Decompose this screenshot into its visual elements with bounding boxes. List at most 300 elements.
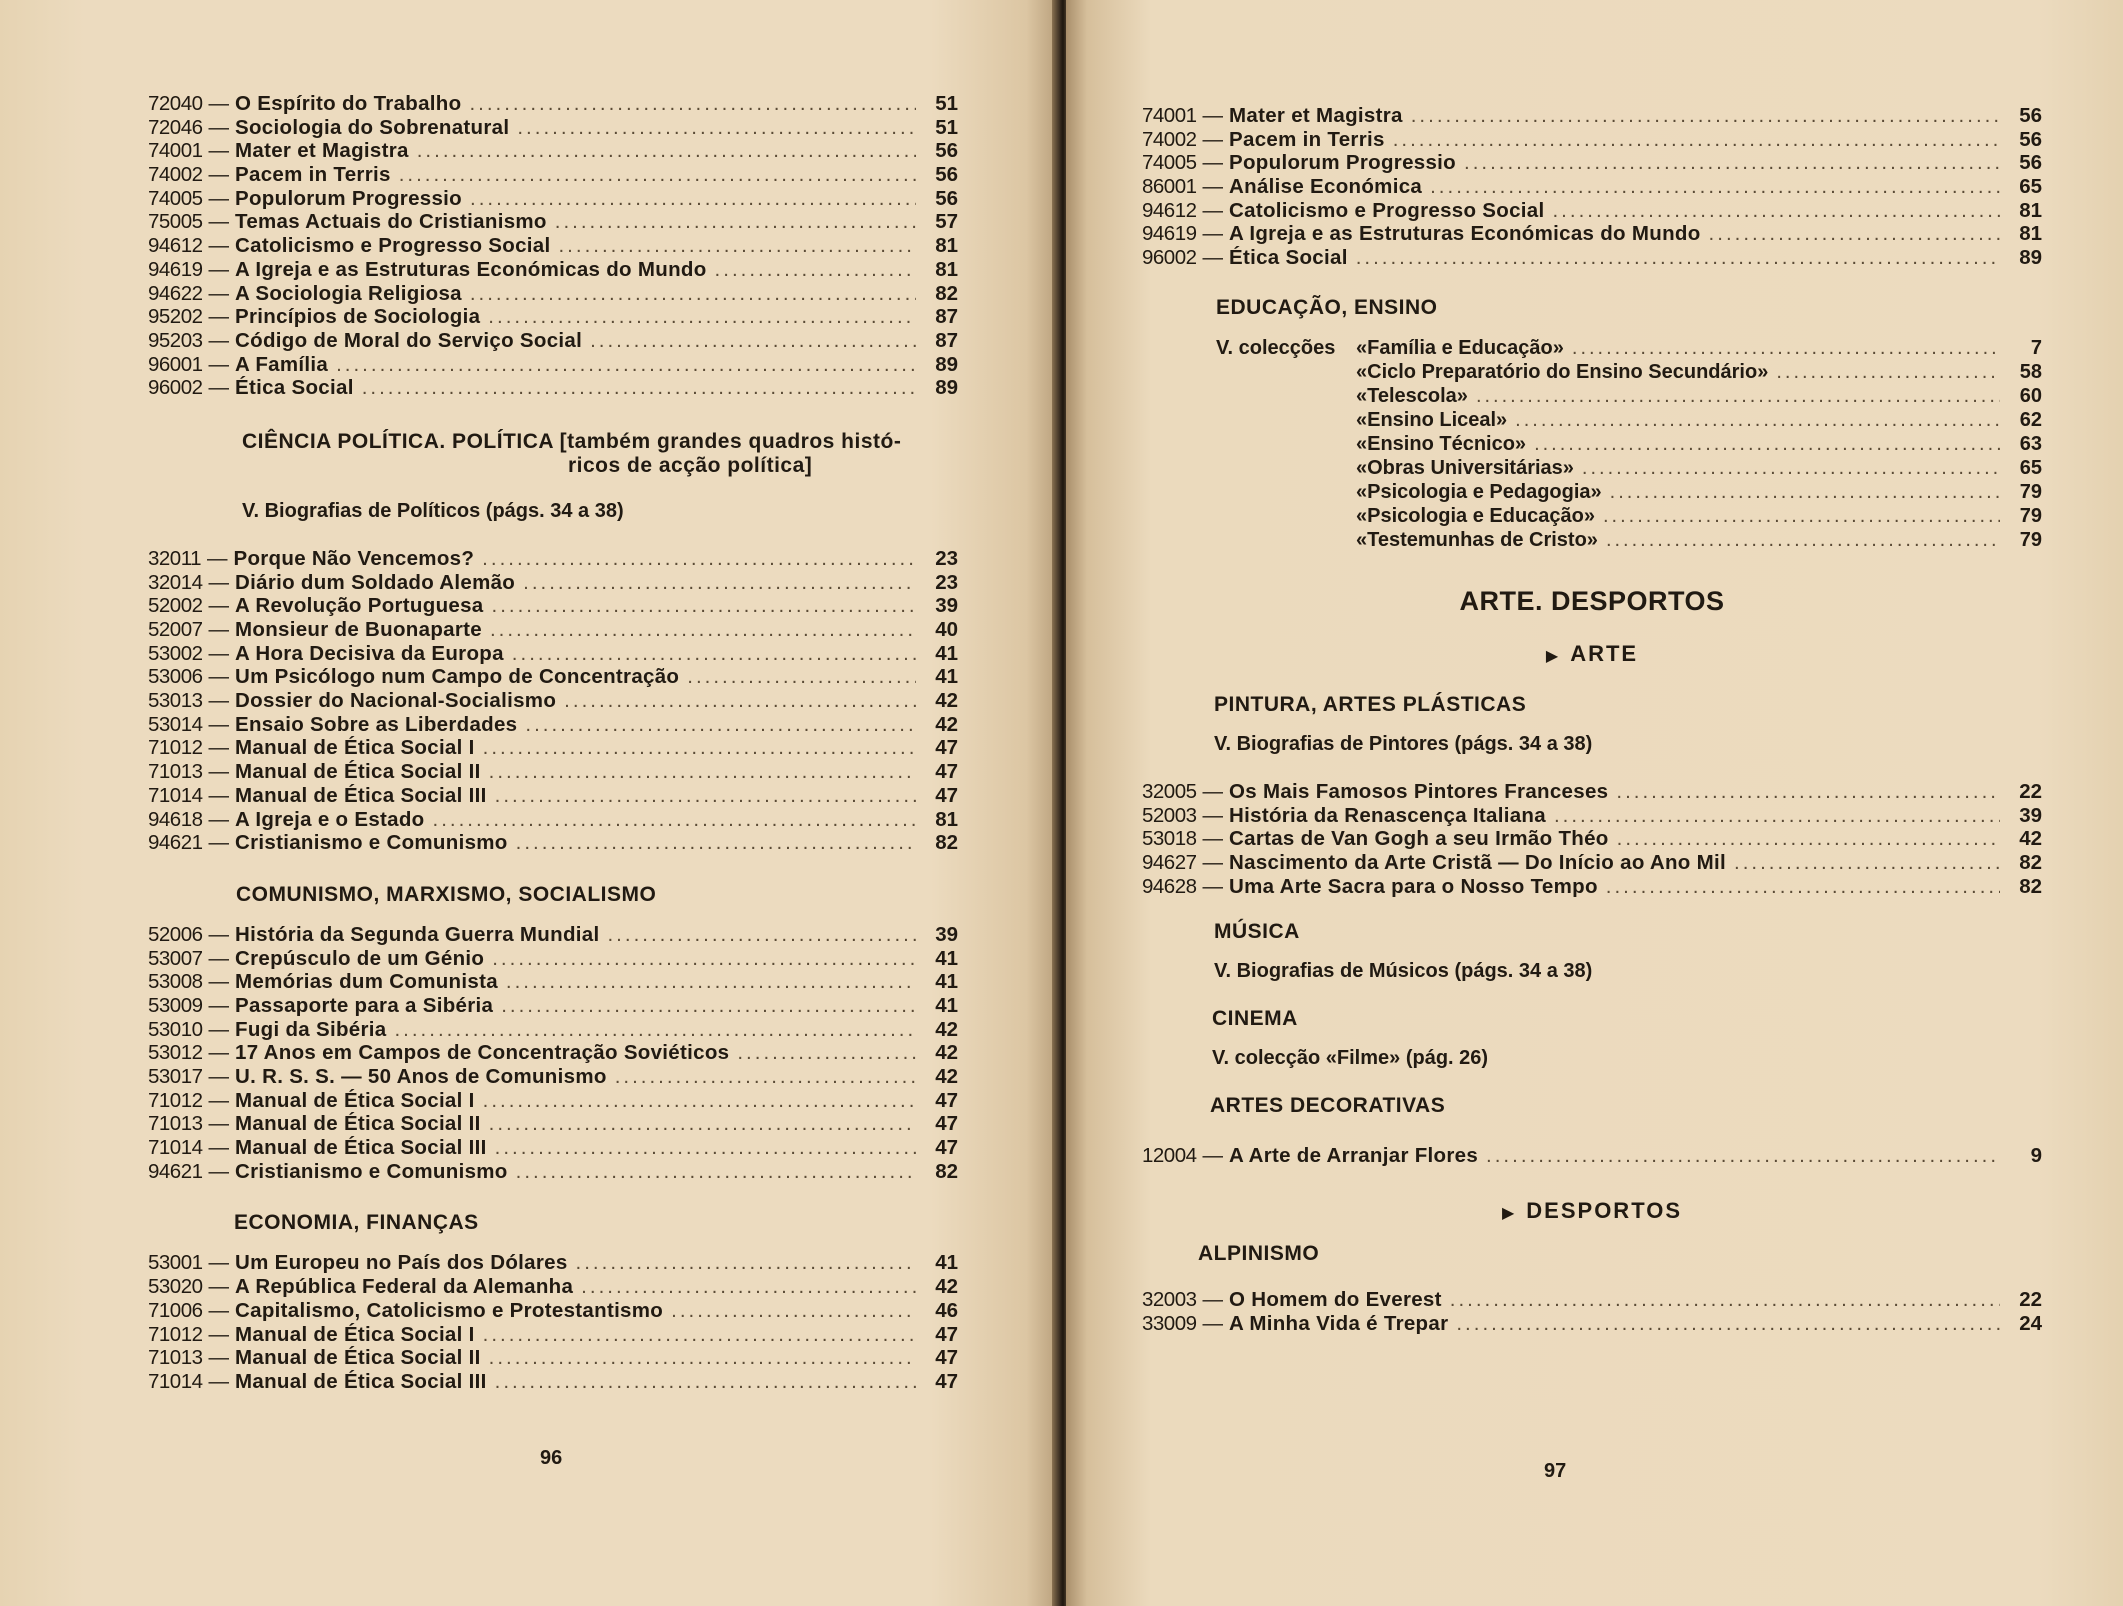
entry-dash: —	[208, 281, 230, 305]
entry-page: 47	[935, 1088, 958, 1112]
leader-dots	[483, 1089, 916, 1113]
leader-dots	[1464, 151, 2000, 175]
entry-dash: —	[208, 186, 230, 210]
catalog-entry	[148, 594, 958, 618]
entry-page: 41	[935, 993, 958, 1017]
catalog-entry	[148, 1346, 958, 1370]
leader-dots	[1582, 456, 2000, 480]
entry-title: Ensaio Sobre as Liberdades	[235, 712, 518, 736]
heading-educacao: EDUCAÇÃO, ENSINO	[1216, 295, 1438, 319]
entry-code: 94627	[1142, 850, 1197, 874]
list-decorativas	[1142, 1144, 2042, 1168]
collection-title: «Ciclo Preparatório do Ensino Secundário»	[1356, 360, 1769, 383]
leader-dots	[1534, 432, 2000, 456]
catalog-entry	[1142, 1144, 2042, 1168]
catalog-entry	[148, 970, 958, 994]
leader-dots	[517, 116, 916, 140]
list-politica	[148, 547, 958, 855]
entry-title: Dossier do Nacional-Socialismo	[235, 689, 557, 713]
entry-dash: —	[208, 257, 230, 281]
entry-page: 40	[935, 618, 958, 641]
collection-lead: V. colecções	[1216, 336, 1336, 359]
leader-dots	[1709, 222, 2000, 246]
entry-dash: —	[208, 946, 230, 970]
page-number-right: 97	[1544, 1460, 1567, 1482]
entry-page: 56	[2019, 104, 2042, 127]
entry-title: Monsieur de Buonaparte	[235, 618, 482, 641]
entry-page: 41	[935, 1251, 958, 1275]
entry-dash: —	[1202, 175, 1224, 199]
entry-page: 42	[2019, 827, 2042, 851]
entry-page: 56	[935, 163, 958, 187]
entry-code: 53014	[148, 712, 203, 736]
entry-dash: —	[1202, 222, 1224, 246]
leader-dots	[512, 642, 916, 666]
leader-dots	[1411, 104, 2000, 128]
leader-dots	[470, 282, 916, 306]
entry-page: 42	[935, 1041, 958, 1065]
collection-page: 7	[2030, 336, 2042, 359]
entry-page: 89	[935, 352, 958, 376]
entry-code: 53012	[148, 1041, 203, 1065]
leader-dots	[737, 1041, 916, 1065]
collection-entry	[1216, 480, 2042, 504]
leader-dots	[501, 994, 916, 1018]
entry-code: 96002	[148, 376, 203, 400]
entry-page: 41	[935, 970, 958, 994]
entry-title: História da Renascença Italiana	[1229, 803, 1546, 827]
entry-dash: —	[208, 1159, 230, 1183]
catalog-entry	[148, 1112, 958, 1136]
entry-dash: —	[1202, 874, 1224, 898]
entry-page: 22	[2019, 779, 2042, 803]
entry-title: Manual de Ética Social III	[235, 1369, 487, 1393]
catalog-entry	[148, 1370, 958, 1394]
entry-title: Catolicismo e Progresso Social	[235, 234, 551, 258]
entry-code: 96002	[1142, 246, 1197, 270]
leader-dots	[488, 305, 916, 329]
catalog-entry	[148, 1136, 958, 1160]
entry-page: 42	[935, 1275, 958, 1299]
entry-dash: —	[208, 328, 230, 352]
entry-dash: —	[208, 641, 230, 665]
entry-page: 81	[935, 257, 958, 281]
entry-page: 47	[935, 1112, 958, 1136]
entry-code: 94612	[1142, 198, 1197, 222]
heading-arte-desportos: ARTE. DESPORTOS	[1459, 585, 1725, 616]
entry-title: Nascimento da Arte Cristã — Do Início ao Ano Mil	[1229, 850, 1726, 874]
entry-code: 32014	[148, 570, 203, 594]
entry-dash: —	[208, 305, 230, 329]
catalog-entry	[148, 947, 958, 971]
entry-page: 42	[935, 712, 958, 736]
heading-text-cont: ricos de acção política]	[568, 453, 813, 477]
arrow-right-icon: ▶	[1545, 647, 1561, 665]
entry-page: 82	[935, 1159, 958, 1183]
collection-page: 79	[2019, 504, 2042, 527]
entry-code: 86001	[1142, 175, 1197, 199]
collections-list	[1142, 336, 2042, 552]
collection-entry	[1216, 528, 2042, 552]
entry-title: Pacem in Terris	[235, 163, 391, 187]
entry-code: 95203	[148, 328, 203, 352]
entry-code: 74001	[148, 139, 203, 163]
list-pintura	[1142, 780, 2042, 898]
entry-title: História da Segunda Guerra Mundial	[235, 922, 600, 946]
entry-page: 81	[935, 234, 958, 258]
catalog-entry	[148, 831, 958, 855]
catalog-entry	[1142, 827, 2042, 851]
entry-title: Manual de Ética Social III	[235, 1136, 487, 1160]
entry-page: 82	[935, 831, 958, 855]
note-politicos: V. Biografias de Políticos (págs. 34 a 38)	[242, 499, 624, 522]
entry-code: 71012	[148, 1088, 203, 1112]
list-top-right	[1142, 104, 2042, 270]
entry-dash: —	[1202, 127, 1224, 151]
leader-dots	[558, 234, 916, 258]
collection-title: «Telescola»	[1356, 384, 1468, 407]
arrow-right-icon: ▶	[1501, 1204, 1517, 1222]
entry-code: 12004	[1142, 1144, 1197, 1168]
collection-entry	[1216, 384, 2042, 408]
entry-code: 72046	[148, 115, 203, 139]
entry-code: 53006	[148, 665, 203, 689]
leader-dots	[516, 831, 916, 855]
catalog-entry	[148, 116, 958, 140]
entry-title: Princípios de Sociologia	[235, 305, 481, 329]
leader-dots	[1486, 1144, 2000, 1168]
entry-code: 71014	[148, 1369, 203, 1393]
list-comunismo	[148, 923, 958, 1184]
entry-dash: —	[1202, 1311, 1224, 1335]
entry-title: Manual de Ética Social I	[235, 1322, 475, 1346]
heading-comunismo: COMUNISMO, MARXISMO, SOCIALISMO	[236, 882, 657, 906]
entry-dash: —	[208, 376, 230, 400]
entry-dash: —	[208, 736, 230, 760]
entry-dash: —	[208, 712, 230, 736]
entry-dash: —	[208, 618, 230, 641]
leader-dots	[394, 1018, 916, 1042]
leader-dots	[492, 594, 917, 618]
entry-code: 53007	[148, 946, 203, 970]
entry-page: 56	[935, 139, 958, 163]
leader-dots	[489, 760, 916, 784]
entry-dash: —	[1202, 803, 1224, 827]
catalog-entry	[148, 139, 958, 163]
entry-dash: —	[208, 1322, 230, 1346]
catalog-entry	[148, 736, 958, 760]
entry-title: A Igreja e as Estruturas Económicas do Mundo	[235, 257, 707, 281]
entry-page: 89	[935, 376, 958, 400]
entry-dash: —	[208, 1112, 230, 1136]
entry-code: 95202	[148, 305, 203, 329]
catalog-entry	[148, 1089, 958, 1113]
entry-dash: —	[208, 1369, 230, 1393]
leader-dots	[1456, 1312, 2000, 1336]
entry-title: A Revolução Portuguesa	[235, 594, 484, 618]
entry-dash: —	[206, 546, 228, 570]
entry-code: 32003	[1142, 1287, 1197, 1311]
leader-dots	[1606, 875, 2000, 899]
entry-title: Análise Económica	[1229, 175, 1423, 199]
entry-dash: —	[208, 352, 230, 376]
entry-title: Catolicismo e Progresso Social	[1229, 198, 1545, 222]
heading-pintura: PINTURA, ARTES PLÁSTICAS	[1214, 692, 1527, 716]
catalog-entry	[148, 234, 958, 258]
entry-title: A Hora Decisiva da Europa	[235, 641, 504, 665]
entry-code: 71012	[148, 736, 203, 760]
entry-page: 82	[2019, 850, 2042, 874]
entry-page: 39	[935, 922, 958, 946]
collection-title: «Psicologia e Educação»	[1356, 504, 1595, 527]
entry-page: 24	[2019, 1311, 2042, 1335]
entry-title: O Homem do Everest	[1229, 1287, 1442, 1311]
leader-dots	[687, 665, 916, 689]
entry-dash: —	[208, 807, 230, 831]
leader-dots	[1430, 175, 2000, 199]
entry-dash: —	[208, 1065, 230, 1088]
note-pintores: V. Biografias de Pintores (págs. 34 a 38)	[1214, 732, 1593, 755]
entry-code: 72040	[148, 92, 203, 115]
entry-code: 52007	[148, 618, 203, 641]
leader-dots	[1476, 384, 2000, 408]
entry-title: A Família	[235, 352, 329, 376]
entry-page: 47	[935, 1136, 958, 1160]
entry-code: 53001	[148, 1251, 203, 1275]
catalog-entry	[148, 1160, 958, 1184]
leader-dots	[607, 923, 916, 947]
entry-page: 42	[935, 1065, 958, 1088]
catalog-entry	[1142, 222, 2042, 246]
entry-title: Sociologia do Sobrenatural	[235, 115, 510, 139]
entry-code: 71014	[148, 783, 203, 807]
note-filme: V. colecção «Filme» (pág. 26)	[1212, 1047, 1489, 1070]
collection-entry	[1216, 504, 2042, 528]
collection-title: «Ensino Liceal»	[1356, 408, 1508, 431]
entry-title: A Igreja e o Estado	[235, 807, 425, 831]
entry-page: 42	[935, 1017, 958, 1041]
heading-cinema: CINEMA	[1212, 1007, 1298, 1031]
collection-entry	[1216, 408, 2042, 432]
entry-dash: —	[208, 665, 230, 689]
entry-code: 71013	[148, 1346, 203, 1370]
collection-entry	[1216, 360, 2042, 384]
leader-dots	[490, 618, 916, 642]
leader-dots	[1356, 246, 2000, 270]
entry-code: 53002	[148, 641, 203, 665]
entry-page: 56	[2019, 151, 2042, 175]
entry-dash: —	[208, 1041, 230, 1065]
entry-page: 47	[935, 736, 958, 760]
catalog-entry	[1142, 1312, 2042, 1336]
entry-dash: —	[1202, 1287, 1224, 1311]
list-alpinismo	[1142, 1288, 2042, 1335]
entry-title: Um Psicólogo num Campo de Concentração	[235, 665, 680, 689]
entry-code: 94621	[148, 831, 203, 855]
leader-dots	[523, 571, 916, 595]
entry-page: 39	[935, 594, 958, 618]
entry-dash: —	[208, 922, 230, 946]
leader-dots	[555, 210, 916, 234]
leader-dots	[671, 1299, 916, 1323]
entry-code: 71014	[148, 1136, 203, 1160]
leader-dots	[516, 1160, 916, 1184]
entry-dash: —	[208, 1251, 230, 1275]
entry-code: 53020	[148, 1275, 203, 1299]
heading-economia: ECONOMIA, FINANÇAS	[234, 1211, 479, 1235]
entry-title: Cartas de Van Gogh a seu Irmão Théo	[1229, 827, 1609, 851]
entry-dash: —	[208, 1298, 230, 1322]
entry-code: 75005	[148, 210, 203, 234]
leader-dots	[1610, 480, 2000, 504]
entry-page: 87	[935, 305, 958, 329]
leader-dots	[715, 258, 916, 282]
right-page	[1066, 0, 2123, 1606]
catalog-entry	[148, 923, 958, 947]
collection-page: 58	[2019, 360, 2042, 383]
entry-code: 94621	[148, 1159, 203, 1183]
entry-page: 51	[935, 92, 958, 115]
entry-dash: —	[208, 760, 230, 784]
catalog-entry	[1142, 199, 2042, 223]
entry-page: 89	[2019, 246, 2042, 270]
entry-title: Manual de Ética Social II	[235, 1346, 481, 1370]
entry-title: U. R. S. S. — 50 Anos de Comunismo	[235, 1065, 607, 1088]
entry-code: 52006	[148, 922, 203, 946]
entry-title: Pacem in Terris	[1229, 127, 1385, 151]
catalog-entry	[148, 784, 958, 808]
entry-code: 94612	[148, 234, 203, 258]
leader-dots	[336, 353, 916, 377]
entry-dash: —	[208, 783, 230, 807]
entry-title: Temas Actuais do Cristianismo	[235, 210, 547, 234]
catalog-entry	[1142, 151, 2042, 175]
entry-code: 94628	[1142, 874, 1197, 898]
leader-dots	[615, 1065, 916, 1089]
entry-title: Diário dum Soldado Alemão	[235, 570, 516, 594]
entry-title: Memórias dum Comunista	[235, 970, 498, 994]
entry-dash: —	[208, 1088, 230, 1112]
right-column	[1142, 104, 2042, 1335]
entry-code: 94622	[148, 281, 203, 305]
entry-page: 39	[2019, 803, 2042, 827]
leader-dots	[1552, 199, 2000, 223]
entry-dash: —	[208, 1017, 230, 1041]
entry-dash: —	[1202, 151, 1224, 175]
entry-code: 71012	[148, 1322, 203, 1346]
leader-dots	[590, 329, 916, 353]
entry-dash: —	[208, 689, 230, 713]
heading-text: CIÊNCIA POLÍTICA. POLÍTICA [também grandes quadros histó-	[242, 429, 902, 453]
entry-page: 82	[2019, 874, 2042, 898]
catalog-entry	[148, 1065, 958, 1089]
collection-page: 65	[2019, 456, 2042, 479]
catalog-entry	[1142, 1288, 2042, 1312]
entry-page: 9	[2030, 1144, 2042, 1168]
collection-title: «Ensino Técnico»	[1356, 432, 1527, 455]
entry-title: A Minha Vida é Trepar	[1229, 1311, 1449, 1335]
entry-title: Passaporte para a Sibéria	[235, 993, 494, 1017]
leader-dots	[399, 163, 916, 187]
leader-dots	[1616, 780, 2000, 804]
entry-dash: —	[208, 831, 230, 855]
entry-page: 65	[2019, 175, 2042, 199]
list-economia	[148, 1251, 958, 1393]
entry-page: 51	[935, 115, 958, 139]
entry-code: 96001	[148, 352, 203, 376]
entry-code: 33009	[1142, 1311, 1197, 1335]
leader-dots	[495, 784, 916, 808]
entry-title: Manual de Ética Social III	[235, 783, 487, 807]
entry-page: 47	[935, 1369, 958, 1393]
entry-code: 71013	[148, 1112, 203, 1136]
leader-dots	[1554, 804, 2000, 828]
entry-code: 71006	[148, 1298, 203, 1322]
entry-page: 47	[935, 1346, 958, 1370]
entry-title: Mater et Magistra	[1229, 104, 1403, 127]
heading-musica: MÚSICA	[1214, 920, 1300, 944]
page-number-left: 96	[540, 1447, 563, 1469]
leader-dots	[433, 808, 916, 832]
entry-page: 46	[935, 1298, 958, 1322]
catalog-entry	[148, 689, 958, 713]
leader-dots	[1515, 408, 2000, 432]
entry-dash: —	[208, 594, 230, 618]
entry-code: 32005	[1142, 779, 1197, 803]
leader-dots	[482, 547, 916, 571]
entry-code: 53018	[1142, 827, 1197, 851]
catalog-entry	[148, 1275, 958, 1299]
entry-dash: —	[208, 163, 230, 187]
leader-dots	[489, 1346, 916, 1370]
entry-dash: —	[208, 210, 230, 234]
catalog-entry	[148, 92, 958, 116]
catalog-entry	[148, 210, 958, 234]
collection-page: 63	[2019, 432, 2042, 455]
entry-dash: —	[1202, 246, 1224, 270]
collection-title: «Obras Universitárias»	[1356, 456, 1574, 479]
entry-page: 47	[935, 760, 958, 784]
entry-dash: —	[1202, 104, 1224, 127]
entry-dash: —	[208, 570, 230, 594]
catalog-entry	[148, 1018, 958, 1042]
entry-page: 47	[935, 1322, 958, 1346]
entry-code: 94619	[1142, 222, 1197, 246]
subheading-desportos-label: DESPORTOS	[1526, 1197, 1683, 1223]
entry-dash: —	[208, 993, 230, 1017]
collection-entry	[1216, 432, 2042, 456]
entry-dash: —	[1202, 1144, 1224, 1168]
entry-page: 47	[935, 783, 958, 807]
entry-title: O Espírito do Trabalho	[235, 92, 462, 115]
catalog-entry	[1142, 175, 2042, 199]
entry-code: 53008	[148, 970, 203, 994]
leader-dots	[525, 713, 916, 737]
catalog-entry	[148, 808, 958, 832]
list-top-left	[148, 92, 958, 400]
entry-title: Manual de Ética Social I	[235, 1088, 475, 1112]
catalog-entry	[148, 547, 958, 571]
subheading-desportos	[1142, 1198, 2042, 1224]
entry-page: 56	[2019, 127, 2042, 151]
entry-title: Cristianismo e Comunismo	[235, 831, 508, 855]
entry-dash: —	[208, 115, 230, 139]
entry-title: Manual de Ética Social II	[235, 1112, 481, 1136]
catalog-entry	[148, 187, 958, 211]
catalog-entry	[148, 305, 958, 329]
leader-dots	[495, 1136, 916, 1160]
entry-page: 56	[935, 186, 958, 210]
